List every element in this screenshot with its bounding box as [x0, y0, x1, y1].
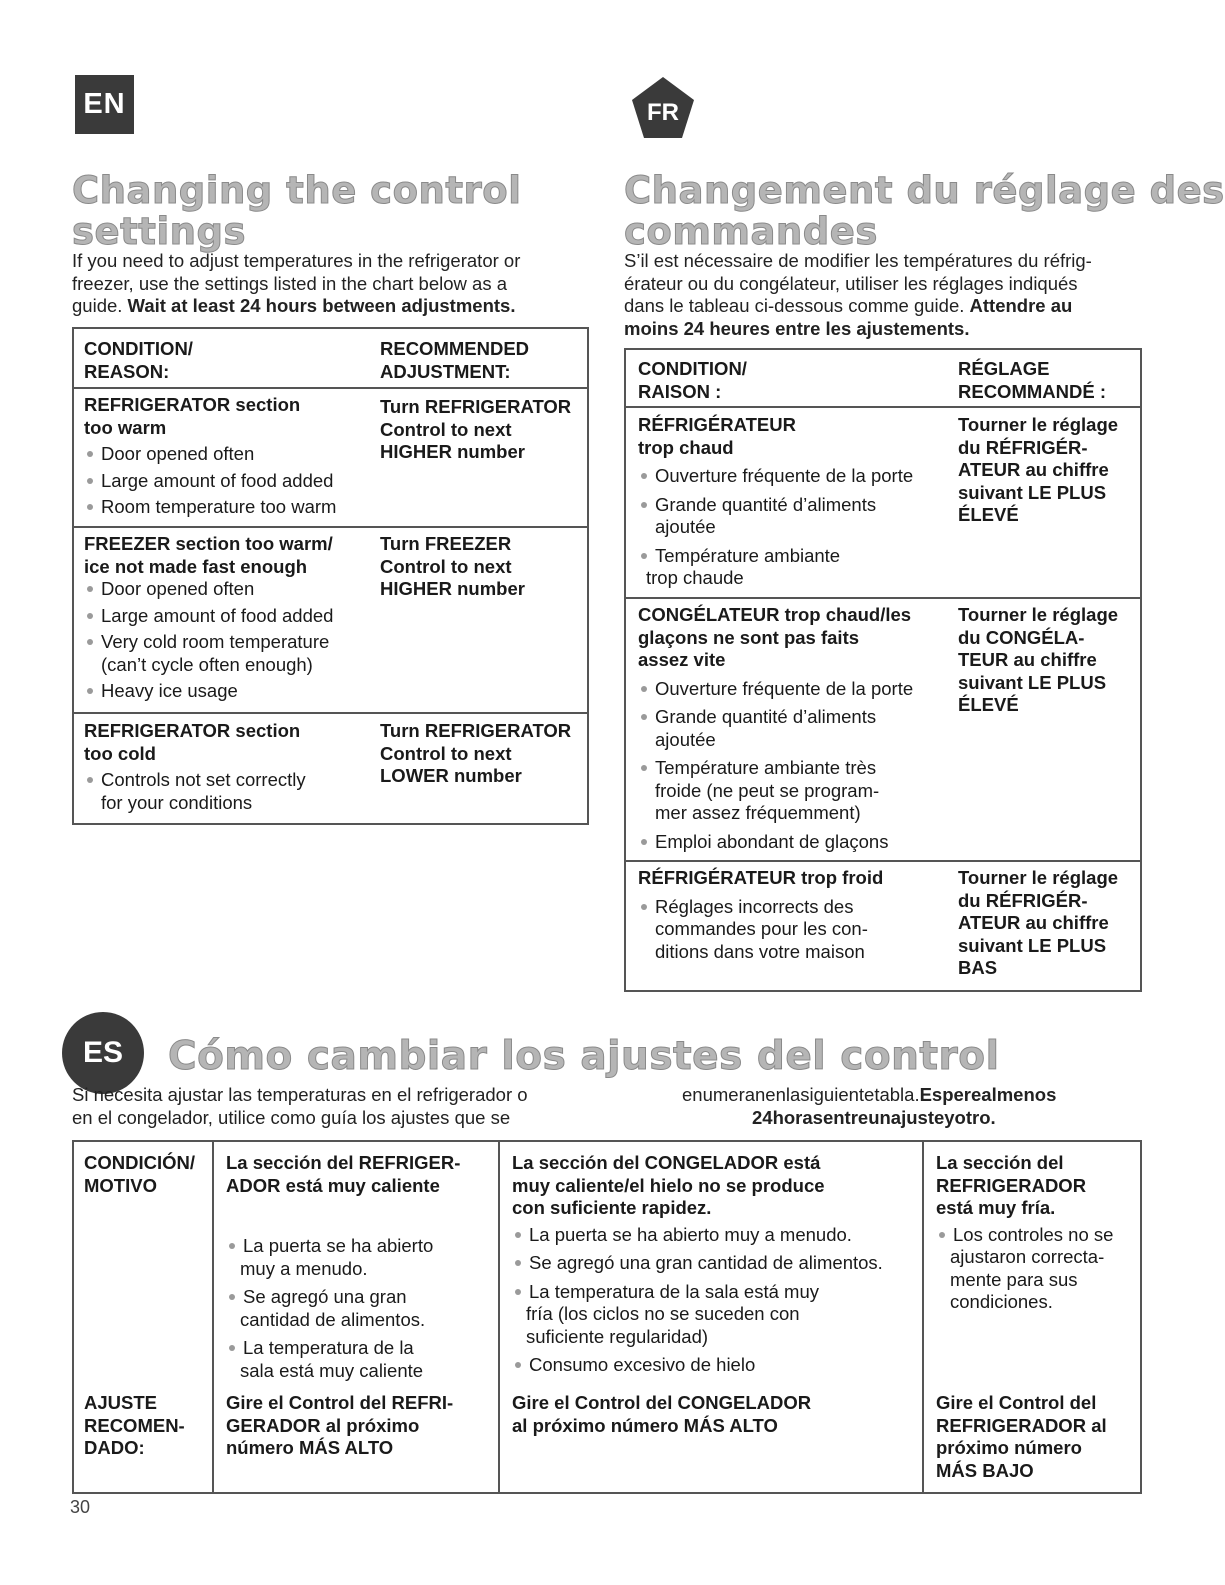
- en-row-divider: [72, 526, 587, 528]
- fr-header-condition-line: RAISON :: [638, 380, 722, 402]
- fr-adjustment-text: BAS: [958, 957, 998, 978]
- fr-bullet-continuation: ajoutée: [655, 728, 716, 750]
- fr-adjustment-text: du CONGÉLA-: [958, 626, 1085, 648]
- fr-row-2-condition: [638, 604, 953, 853]
- fr-bullet-continuation: trop chaude: [646, 567, 744, 588]
- en-bullet-item: Very cold room temperature: [84, 631, 374, 654]
- es-bullet-item: Se agregó una gran cantidad de alimentos.: [512, 1252, 917, 1275]
- en-bullet-continuation: (can’t cycle often enough): [101, 653, 313, 675]
- en-row-1-condition: [84, 394, 374, 519]
- fr-header-adjustment-line: RECOMMANDÉ :: [958, 380, 1106, 402]
- en-adjustment-text: HIGHER number: [380, 441, 525, 462]
- fr-condition-text: assez vite: [638, 649, 726, 670]
- pentagon-icon: [630, 75, 696, 141]
- en-adjustment-text: LOWER number: [380, 765, 522, 786]
- en-bullet-continuation: for your conditions: [101, 791, 253, 813]
- es-intro-emphasis: 24horasentreunajusteyotro.: [752, 1106, 996, 1128]
- en-adjustment-text: Control to next: [380, 555, 512, 577]
- en-intro-line: If you need to adjust temperatures in the refrigerator or: [72, 250, 521, 271]
- es-bullet-continuation: ajustaron correcta-: [950, 1246, 1105, 1267]
- es-intro-right: [682, 1084, 1152, 1129]
- fr-condition-text: RÉFRIGÉRATEUR trop froid: [638, 867, 884, 888]
- es-bullet-item: Los controles no se: [936, 1224, 1131, 1247]
- fr-header-adjustment: [958, 358, 1106, 403]
- fr-bullet-continuation: froide (ne peut se program-: [655, 779, 880, 801]
- fr-adjustment-text: Tourner le réglage: [958, 867, 1119, 888]
- es-intro-line: Si necesita ajustar las temperaturas en el refrigerador o: [72, 1084, 528, 1105]
- es-column-divider: [922, 1140, 924, 1492]
- en-header-condition-line: CONDITION/: [84, 338, 193, 359]
- fr-adjustment-text: Tourner le réglage: [958, 414, 1119, 435]
- es-condition-text: La sección del CONGELADOR está: [512, 1152, 821, 1173]
- fr-adjustment-text: du RÉFRIGÉR-: [958, 436, 1088, 458]
- fr-adjustment-text: ÉLEVÉ: [958, 504, 1019, 525]
- en-condition-text: REFRIGERATOR section: [84, 394, 301, 415]
- es-condition-text: La sección del: [936, 1152, 1064, 1173]
- fr-intro-line: érateur ou du congélateur, utiliser les réglages indiqués: [624, 272, 1078, 294]
- en-header-adjustment: [380, 338, 529, 383]
- fr-bullet-item: Grande quantité d’aliments: [638, 494, 948, 517]
- es-condition-text: con suficiente rapidez.: [512, 1197, 712, 1218]
- fr-title-line-2: commandes: [624, 210, 878, 253]
- es-adjustment-text: REFRIGERADOR al: [936, 1414, 1107, 1436]
- fr-badge-label: FR: [647, 99, 679, 126]
- fr-row-divider: [624, 860, 1140, 862]
- es-bullet-continuation: cantidad de alimentos.: [240, 1308, 426, 1330]
- en-condition-text: too warm: [84, 416, 167, 438]
- fr-bullet-continuation: ajoutée: [655, 516, 716, 537]
- es-adjustment-text: número MÁS ALTO: [226, 1437, 394, 1458]
- en-row-divider: [72, 712, 587, 714]
- en-bullet-item: Heavy ice usage: [84, 680, 374, 703]
- es-intro-left: [72, 1084, 632, 1129]
- en-bullet-item: Room temperature too warm: [84, 496, 374, 519]
- fr-intro-emphasis: Attendre au: [969, 295, 1073, 316]
- es-column-divider: [212, 1140, 214, 1492]
- fr-row-3-adjustment: [958, 867, 1118, 980]
- es-col-2-adjustment: [512, 1392, 811, 1437]
- fr-bullet-item: Grande quantité d’aliments: [638, 706, 953, 729]
- fr-header-divider: [624, 406, 1140, 408]
- fr-condition-text: glaçons ne sont pas faits: [638, 626, 860, 648]
- en-header-adjustment-line: RECOMMENDED: [380, 338, 530, 359]
- fr-adjustment-text: suivant LE PLUS: [958, 481, 1107, 503]
- en-intro-line: guide.: [72, 295, 123, 316]
- es-language-badge: ES: [62, 1012, 144, 1094]
- fr-header-adjustment-line: RÉGLAGE: [958, 358, 1050, 379]
- page-number: 30: [70, 1497, 91, 1517]
- es-bullet-continuation: muy a menudo.: [240, 1257, 368, 1279]
- fr-title-line-1: Changement du réglage des: [624, 169, 1225, 212]
- en-language-badge: EN: [75, 75, 134, 134]
- en-bullet-item: Door opened often: [84, 443, 374, 466]
- es-bullet-continuation: condiciones.: [950, 1291, 1053, 1312]
- fr-bullet-continuation: ditions dans votre maison: [655, 940, 865, 962]
- es-condition-text: muy caliente/el hielo no se produce: [512, 1174, 825, 1196]
- en-adjustment-text: Turn FREEZER: [380, 533, 512, 554]
- fr-bullet-item: Température ambiante: [638, 545, 948, 568]
- en-adjustment-text: Turn REFRIGERATOR: [380, 396, 572, 417]
- fr-language-badge: [630, 75, 696, 141]
- fr-bullet-item: Température ambiante très: [638, 757, 953, 780]
- es-adjustment-text: próximo número: [936, 1437, 1082, 1458]
- fr-adjustment-text: ATEUR au chiffre: [958, 912, 1109, 933]
- es-bullet-continuation: sala está muy caliente: [240, 1359, 424, 1381]
- en-intro: [72, 250, 572, 318]
- fr-adjustment-text: du RÉFRIGÉR-: [958, 889, 1088, 911]
- es-header-adjustment-line: RECOMEN-: [84, 1414, 185, 1436]
- fr-row-divider: [624, 597, 1140, 599]
- en-adjustment-text: Control to next: [380, 742, 512, 764]
- fr-bullet-continuation: mer assez fréquemment): [655, 802, 861, 823]
- en-title-line-2: settings: [72, 210, 247, 253]
- es-condition-text: La sección del REFRIGER-: [226, 1152, 461, 1173]
- fr-bullet-item: Ouverture fréquente de la porte: [638, 678, 953, 701]
- fr-intro-line: dans le tableau ci-dessous comme guide.: [624, 295, 965, 316]
- fr-intro-line: S’il est nécessaire de modifier les températures du réfrig-: [624, 250, 1092, 271]
- es-title: Cómo cambiar los ajustes del control: [168, 1034, 1000, 1079]
- en-header-condition: [84, 338, 193, 383]
- en-row-1-adjustment: [380, 396, 571, 464]
- es-bullet-item: La temperatura de la: [226, 1337, 496, 1360]
- es-col-1-condition: [226, 1152, 496, 1382]
- es-intro-line: enumeranenlasiguientetabla.: [682, 1084, 920, 1105]
- en-adjustment-text: Control to next: [380, 418, 512, 440]
- en-condition-text: ice not made fast enough: [84, 555, 308, 577]
- es-adjustment-text: Gire el Control del: [936, 1392, 1097, 1413]
- es-condition-text: está muy fría.: [936, 1197, 1056, 1218]
- es-adjustment-text: al próximo número MÁS ALTO: [512, 1414, 778, 1436]
- es-col-2-condition: [512, 1152, 917, 1377]
- en-bullet-item: Controls not set correctly: [84, 769, 374, 792]
- en-row-2-condition: [84, 533, 374, 703]
- es-bullet-continuation: suficiente regularidad): [526, 1325, 709, 1347]
- en-condition-text: REFRIGERATOR section: [84, 720, 301, 741]
- fr-adjustment-text: suivant LE PLUS: [958, 671, 1107, 693]
- en-intro-emphasis: Wait at least 24 hours between adjustments.: [127, 295, 516, 316]
- es-col-3-adjustment: [936, 1392, 1107, 1482]
- fr-header-condition: [638, 358, 747, 403]
- en-header-divider: [72, 387, 587, 389]
- es-header-condition: [84, 1152, 195, 1197]
- fr-adjustment-text: ATEUR au chiffre: [958, 459, 1109, 480]
- en-condition-text: FREEZER section too warm/: [84, 533, 333, 554]
- es-header-adjustment-line: DADO:: [84, 1437, 145, 1458]
- en-title: [72, 170, 521, 252]
- fr-row-3-condition: [638, 867, 948, 963]
- fr-bullet-continuation: commandes pour les con-: [655, 918, 868, 939]
- es-condition-text: REFRIGERADOR: [936, 1174, 1087, 1196]
- fr-condition-text: trop chaud: [638, 436, 734, 458]
- fr-adjustment-text: TEUR au chiffre: [958, 649, 1097, 670]
- es-bullet-continuation: mente para sus: [950, 1268, 1078, 1290]
- es-header-condition-line: MOTIVO: [84, 1174, 157, 1196]
- fr-bullet-item: Réglages incorrects des: [638, 896, 948, 919]
- en-title-line-1: Changing the control: [72, 169, 522, 212]
- fr-row-1-condition: [638, 414, 948, 590]
- en-header-adjustment-line: ADJUSTMENT:: [380, 360, 511, 382]
- es-condition-text: ADOR está muy caliente: [226, 1174, 440, 1196]
- es-adjustment-text: MÁS BAJO: [936, 1459, 1034, 1481]
- en-row-3-condition: [84, 720, 374, 814]
- en-intro-line: freezer, use the settings listed in the chart below as a: [72, 272, 507, 294]
- fr-row-2-adjustment: [958, 604, 1118, 717]
- es-bullet-item: Se agregó una gran: [226, 1286, 496, 1309]
- fr-header-condition-line: CONDITION/: [638, 358, 747, 379]
- en-adjustment-text: Turn REFRIGERATOR: [380, 720, 572, 741]
- es-bullet-item: Consumo excesivo de hielo: [512, 1354, 917, 1377]
- es-col-3-condition: [936, 1152, 1131, 1314]
- es-adjustment-text: Gire el Control del REFRI-: [226, 1392, 454, 1413]
- es-adjustment-text: GERADOR al próximo: [226, 1414, 420, 1436]
- en-bullet-item: Large amount of food added: [84, 470, 374, 493]
- fr-condition-text: RÉFRIGÉRATEUR: [638, 414, 796, 435]
- fr-title: [624, 170, 1225, 252]
- fr-row-1-adjustment: [958, 414, 1118, 527]
- es-bullet-item: La temperatura de la sala está muy: [512, 1281, 917, 1304]
- es-intro-line: en el congelador, utilice como guía los ajustes que se: [72, 1106, 511, 1128]
- en-condition-text: too cold: [84, 742, 156, 764]
- es-col-1-adjustment: [226, 1392, 453, 1460]
- fr-adjustment-text: ÉLEVÉ: [958, 694, 1019, 715]
- es-header-adjustment-line: AJUSTE: [84, 1392, 157, 1413]
- en-row-2-adjustment: [380, 533, 525, 601]
- fr-bullet-item: Ouverture fréquente de la porte: [638, 465, 948, 488]
- en-bullet-item: Door opened often: [84, 578, 374, 601]
- es-header-condition-line: CONDICIÓN/: [84, 1152, 195, 1173]
- en-row-3-adjustment: [380, 720, 571, 788]
- es-intro-emphasis: Esperealmenos: [919, 1084, 1057, 1105]
- fr-bullet-item: Emploi abondant de glaçons: [638, 831, 953, 854]
- fr-condition-text: CONGÉLATEUR trop chaud/les: [638, 604, 912, 625]
- fr-intro: [624, 250, 1144, 340]
- en-bullet-item: Large amount of food added: [84, 605, 374, 628]
- es-bullet-item: La puerta se ha abierto: [226, 1235, 496, 1258]
- fr-adjustment-text: Tourner le réglage: [958, 604, 1119, 625]
- es-header-adjustment: [84, 1392, 185, 1460]
- es-column-divider: [498, 1140, 500, 1492]
- es-bullet-continuation: fría (los ciclos no se suceden con: [526, 1303, 800, 1324]
- fr-intro-emphasis: moins 24 heures entre les ajustements.: [624, 317, 970, 339]
- es-adjustment-text: Gire el Control del CONGELADOR: [512, 1392, 812, 1413]
- es-bullet-item: La puerta se ha abierto muy a menudo.: [512, 1224, 917, 1247]
- en-adjustment-text: HIGHER number: [380, 578, 525, 599]
- fr-adjustment-text: suivant LE PLUS: [958, 934, 1107, 956]
- en-header-condition-line: REASON:: [84, 360, 170, 382]
